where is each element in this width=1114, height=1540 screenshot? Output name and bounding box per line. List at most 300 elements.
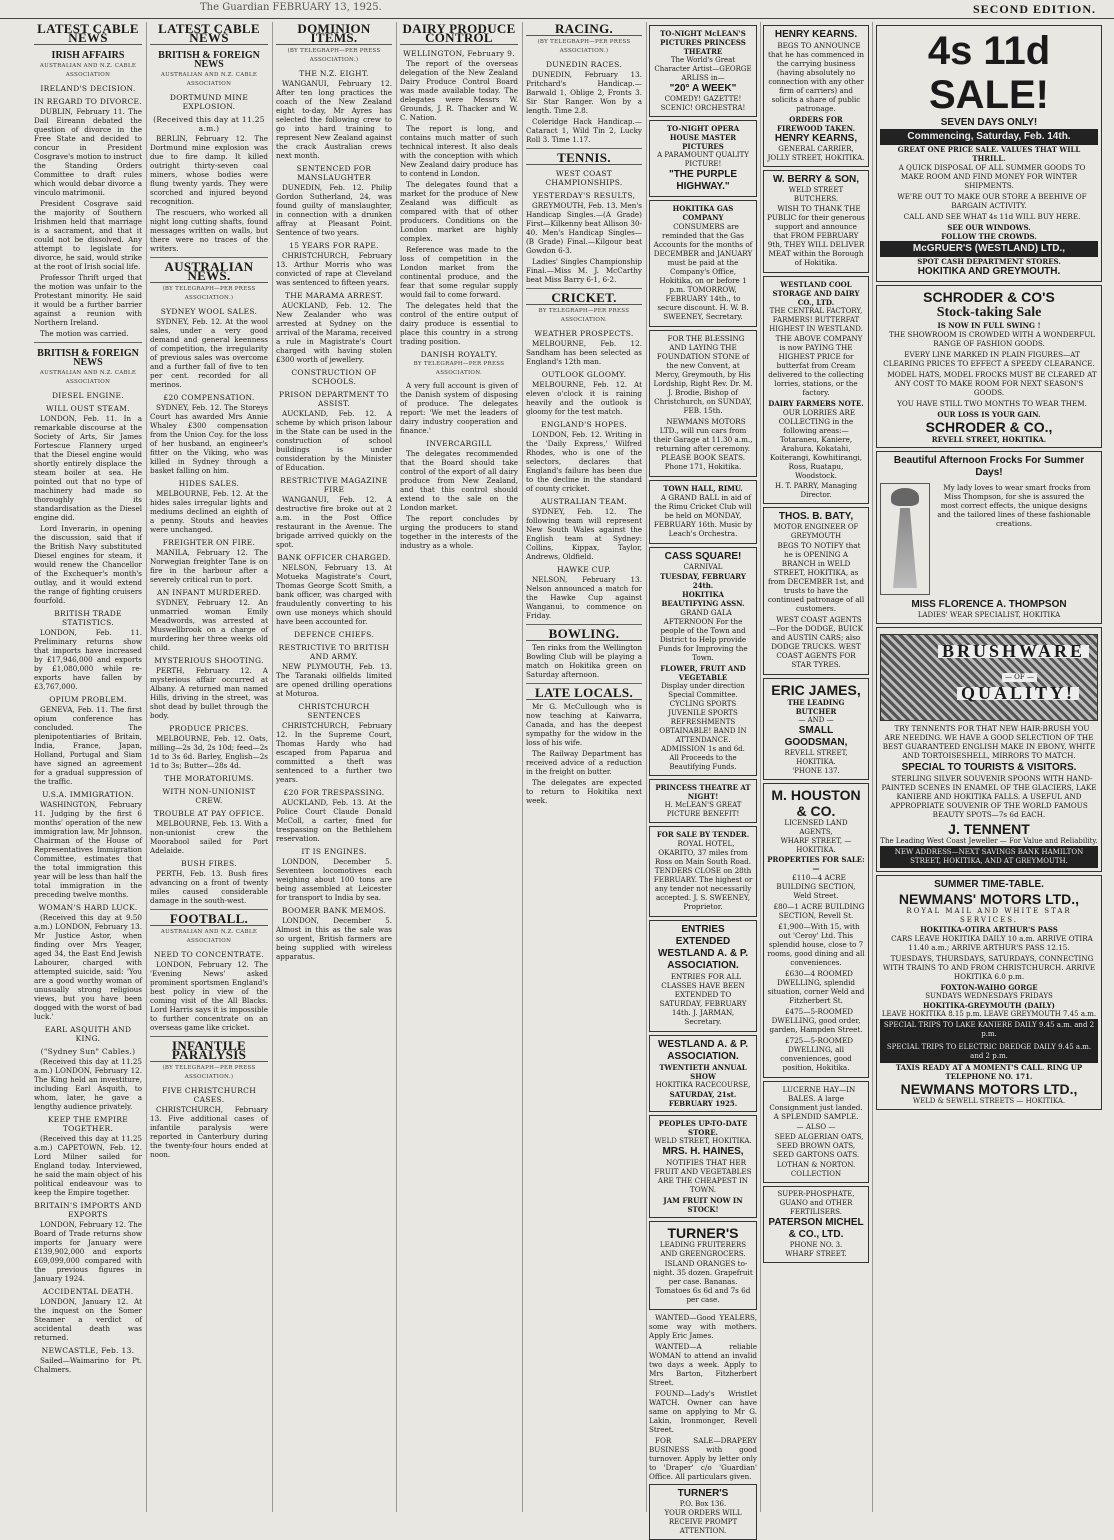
ad-big: MRS. H. HAINES, [662, 1146, 744, 1157]
ad-line: JAM FRUIT NOW IN STOCK! [663, 1196, 743, 1214]
ad-line: NEW ADDRESS—NEXT SAVINGS BANK HAMILTON STREET, HOKITIKA, AND AT GREYMOUTH. [880, 846, 1098, 868]
ad-big: MISS FLORENCE A. THOMPSON [911, 599, 1067, 610]
story-headline: HIDES SALES. [178, 479, 240, 488]
story-text: NELSON, February 13. Nelson announced a match for the Hawke Cup against Wanganui, to commence on Friday. [526, 575, 642, 620]
story-text: BERLIN, February 12. The Dortmund mine explosion was due to fire damp. It killed outright thirty-seven coal miners, whose bodies were flung twenty yards. They were scorched and injured beyond recognition. [150, 134, 268, 206]
story-headline: FIVE CHRISTCHURCH CASES. [161, 1086, 257, 1104]
ad-big: "20° A WEEK" [669, 83, 737, 94]
ad-line: ORDERS FOR FIREWOOD TAKEN. [776, 115, 856, 133]
ad-line: LOTHAN & NORTON. COLLECTION [776, 1161, 856, 1178]
story-text: LONDON, December 5. Almost in this as the sale was so urgent, British farmers are being supplied with wireless apparatus. [276, 916, 392, 961]
schroder-ad [876, 285, 1102, 448]
story-headline: DIESEL ENGINE. [51, 391, 125, 400]
ad-big: CASS SQUARE! [664, 551, 742, 562]
ad-line: — ALSO — [796, 1123, 836, 1131]
story-headline: THE MARAMA ARREST. [284, 291, 384, 300]
column-title: DOMINION ITEMS. [276, 24, 392, 45]
ad-line: YOUR ORDERS WILL RECEIVE PROMPT ATTENTION. [664, 1509, 742, 1535]
story-subhead: ("Sydney Sun" Cables.) [40, 1047, 136, 1056]
ad-text: CONSUMERS are reminded that the Gas Accounts for the months of DECEMBER and JANUARY must be paid at the Company's Office, Hokitika, on or before 1 p.m. TOMORROW, FEBRUARY 14th., to secure discount. H. W. B. SWEENEY, Secretary. [653, 222, 753, 321]
ad-text: £1,900—With 15, with out 'Ceroy' Ltd. This splendid house, close to 7 rooms, good dining and all conveniences. [767, 922, 865, 967]
ad-text: TUESDAYS, THURSDAYS, SATURDAYS, CONNECTING WITH TRAINS TO AND FROM CHRISTCHURCH. ARRIVE HOKITIKA 6.0 p.m. [882, 954, 1096, 981]
story-headline: IT IS ENGINES. [301, 847, 367, 856]
ad-text: BEGS TO NOTIFY that he is OPENING A BRANCH in WELD STREET, HOKITIKA, as from DECEMBER 1st, and trusts to have the continued patronage of all customers. [767, 541, 865, 613]
classified-ad: FOR SALE—DRAPERY BUSINESS with good turnover. Apply by letter only to 'Draper' c/o 'Guardian' Office. All particulars given. [649, 1436, 757, 1481]
ad-line: TUESDAY, FEBRUARY 24th. [660, 572, 746, 590]
story-text: AUCKLAND, Feb. 12. The New Zealander who was arrested at Sydney on the arrival of the Marama, received a rule in Magistrate's Court charged with having stolen £300 worth of jewellery. [276, 301, 392, 364]
story-headline: MYSTERIOUS SHOOTING. [154, 656, 264, 665]
column-title: LATEST CABLE NEWS [150, 24, 268, 45]
story-text: Ladies' Singles Championship Final.—Miss M. J. McCarthy beat Miss Barry 6-1, 6-2. [526, 257, 642, 284]
divider [150, 1036, 268, 1037]
ad-big: SPECIAL TO TOURISTS & VISITORS. [901, 762, 1077, 773]
story-headline: OUTLOOK GLOOMY. [541, 370, 627, 379]
haines-ad [649, 1115, 757, 1218]
story-text: WANGANUI, Feb. 12. A destructive fire broke out at 2 a.m. in the Post Office restaurant in the Avenue. The brigade arrived quickly on the spot. [276, 495, 392, 549]
ad-big: THOS. B. BATY, [778, 511, 854, 522]
section-head: TENNIS. [526, 153, 642, 165]
story-text: The delegates recommended that the Board should take control of the export of all dairy produce from New Zealand, and that this control should extend to the sale on the London market. [400, 449, 518, 512]
ad-line: FLOWER, FRUIT AND VEGETABLE [660, 664, 746, 682]
ad-text: £475—5-ROOMED DWELLING, good order, garden, Hampden Street. [769, 1007, 863, 1034]
ad-head: HOKITIKA BEAUTIFYING ASSN. [661, 590, 745, 608]
story-text: Lord Inverarin, in opening the discussion, said that if the British Navy substituted Diesel engines for steam, it would renew the Chancellor of the Exchequer's month's outlay, and it would extend the range of fighting cruisers fourfold. [34, 524, 142, 605]
thompson-ad [876, 451, 1102, 624]
divider [150, 257, 268, 258]
gas-ad [649, 200, 757, 327]
ad-line: WHARF STREET. [785, 1250, 847, 1258]
ad-big: Beautiful Afternoon Frocks For Summer Days! [893, 455, 1085, 478]
story-text: GENEVA, Feb. 11. The first opium conference has concluded. The plenipotentiaries of Britain, India, France, Japan, Holland, Portugal and Siam have signed an agreement for a gradual suppression of the traffic. [34, 705, 142, 786]
kearns-ad [763, 25, 869, 167]
story-text: WANGANUI, February 12. After ten long practices the coach of the New Zealand eight to-day, Mr Ayres has selected the following crew to go into hard training to represent New Zealand against the crack Australian crews next month. [276, 79, 392, 160]
story-text: AUCKLAND, Feb. 13. At the Police Court Claude Donald McColl, a carter, fined for trespassing on the Bethlehem reservation. [276, 798, 392, 843]
story-text: Professor Thrift urged that the motion was unfair to the Protestant minority. He said it would be a further barrier against a reunion with Northern Ireland. [34, 273, 142, 327]
ad-big: HENRY KEARNS. [774, 29, 858, 40]
story-text: LONDON, December 5. Seventeen locomotives each weighing about 100 tons are being assembled at Leicester for transport to India by sea. [276, 857, 392, 902]
story-headline: CONSTRUCTION OF SCHOOLS. [291, 368, 377, 386]
ad-line: All Proceeds to the Beautifying Funds. [669, 754, 737, 771]
ad-line: JUVENILE SPORTS [668, 709, 738, 717]
tennent-ad [876, 627, 1102, 872]
ad-line: PHONE NO. 3. [789, 1241, 843, 1249]
ad-line: LICENSED LAND AGENTS, [784, 819, 848, 836]
ad-line: WELD STREET BUTCHERS. [788, 186, 844, 203]
story-text: The report is long, and contains much matter of such technical interest. It also deals with the conception with which New Zealand dairy produce has to contend in London. [400, 124, 518, 178]
story-headline: EARL ASQUITH AND KING. [44, 1025, 132, 1043]
brushware-word: BRUSHWARE [938, 645, 1089, 658]
story-text: DUNEDIN, Feb. 12. Philip Gordon Sutherland, 24, was found guilty of manslaughter, in connection with a drunken affray at Pleasant Point. Sentence of two years. [276, 183, 392, 237]
story-headline: £20 FOR TRESPASSING. [283, 788, 385, 797]
ad-line: HOKITIKA-OTIRA ARTHUR'S PASS [920, 925, 1058, 934]
ad-text: YOU HAVE STILL TWO MONTHS TO WEAR THEM. [897, 399, 1087, 408]
story-text: Ten rinks from the Wellington Bowling Club will be playing a match on Hokitika green on Saturday afternoon. [526, 643, 642, 679]
story-text: Coleridge Hack Handicap.—Cataract 1, Wild Tin 2, Lucky Roll 3. Time 1.17. [526, 117, 642, 144]
ad-line: H. McLEAN'S GREAT PICTURE BENEFIT! [664, 801, 742, 818]
story-subhead: WITH NON-UNIONIST CREW. [162, 787, 256, 805]
ad-text: WEST COAST AGENTS—For the DODGE, BUICK and AUSTIN CARS; also DODGE TRUCKS. WEST COAST AGENTS FOR STAR TYRES. [769, 615, 863, 669]
ad-line: SUPER-PHOSPHATE, GUANO and OTHER FERTILISERS. [777, 1190, 855, 1216]
ad-line: FOXTON-WAIHO GORGE [940, 983, 1038, 992]
story-text: (Received this day at 11.25 a.m.) LONDON, February 12. The King held an investiture, including Earl Asquith, to whom, later, he gave a lengthy audience privately. [34, 1057, 142, 1111]
ad-big: PATERSON MICHEL & CO., LTD. [768, 1217, 864, 1240]
berry-ad [763, 170, 869, 273]
story-headline: DEFENCE CHIEFS. [293, 630, 374, 639]
carnival-ad [649, 547, 757, 776]
ad-head: PRINCESS THEATRE AT NIGHT! [655, 783, 751, 801]
story-headline: TROUBLE AT PAY OFFICE. [153, 809, 265, 818]
story-text: MELBOURNE, Feb. 13. With a non-unionist crew the Moorabool sailed for Port Adelaide. [150, 819, 268, 855]
classified-ad: WANTED—Good YEALERS, some way with mothers. Apply Eric James. [649, 1313, 757, 1340]
brushes-illustration [880, 634, 1098, 721]
column-5 [522, 22, 647, 1512]
story-text: The delegates held that the control of the entire output of dairy produce is essential to place this country in a strong trading position. [400, 301, 518, 346]
ad-line: DAIRY FARMERS NOTE. [768, 399, 864, 408]
story-headline: INVERCARGILL [426, 439, 492, 448]
story-text: SYDNEY, Feb. 12. The Storeys Court has awarded Mrs Annie Whaley £300 compensation from the Union Coy. for the loss of her husband, an engineer's fitter on the Viking, who was killed in Sydney through a basket falling on him. [150, 403, 268, 475]
ad-line: TWENTIETH ANNUAL SHOW [659, 1063, 747, 1081]
story-headline: WELLINGTON, February 9. [403, 49, 515, 58]
divider [34, 342, 142, 343]
story-text: The report concludes by urging the producers to stand together in the interests of the industry as a whole. [400, 514, 518, 550]
story-headline: 15 YEARS FOR RAPE. [289, 241, 379, 250]
story-headline: BUSH FIRES. [181, 859, 237, 868]
column-8 [872, 22, 1106, 1512]
ad-big: HENRY KEARNS, [774, 133, 858, 144]
lucerne-ad [763, 1081, 869, 1183]
story-text: LONDON, January 12. At the inquest on the Somer Steamer a verdict of accidental death was returned. [34, 1297, 142, 1342]
ad-text: ROYAL HOTEL, OKARITO, 37 miles from Ross on Main South Road. TENDERS CLOSE on 28th FEBRUARY. The highest or any tender not necessarily accepted. J. S. SWEENEY, Proprietor. [653, 839, 753, 911]
ad-text: £80—1 ACRE BUILDING SECTION, Revell St. [773, 902, 865, 920]
section-head: AUSTRALIAN NEWS. [150, 262, 268, 283]
ad-text: CALL AND SEE WHAT 4s 11d WILL BUY HERE. [903, 212, 1081, 221]
section-sub: BY TELEGRAPH—PER PRESS ASSOCIATION. [538, 308, 630, 323]
story-text: LONDON, February 12. The 'Evening News' asked prominent sportsmen England's best policy in view of the coming visit of the All Blacks. Lord Harris says it is impossible to further concentrate on an overseas game like cricket. [150, 960, 268, 1032]
houston-ad [763, 783, 869, 1078]
section-sub: (BY TELEGRAPH—PER PRESS ASSOCIATION.) [287, 48, 381, 63]
ad-line: GREAT ONE PRICE SALE. VALUES THAT WILL THRILL. [897, 145, 1081, 163]
opera-ad [649, 120, 757, 197]
ad-head: TO-NIGHT McLEAN'S PICTURES PRINCESS THEATRE [660, 29, 746, 56]
column-title: DAIRY PRODUCE CONTROL [400, 24, 518, 45]
story-text: SYDNEY, February 12. An unmarried woman Emily Meadwords, was arrested at Muswellbrook on a charge of murdering her three weeks old child. [150, 598, 268, 652]
story-text: Reference was made to the loss of competition in the London market from the continental produce, and the fear that some regular supply would fail to come forward. [400, 245, 518, 299]
story-headline: BANK OFFICER CHARGED. [277, 553, 391, 562]
ad-line: 'PHONE 137. [792, 767, 840, 775]
ad-big: TURNER'S [677, 1488, 729, 1499]
column-2 [146, 22, 273, 1512]
ad-text: £630—4 ROOMED DWELLING, splendid situation, corner Weld and Fitzherbert St. [767, 969, 865, 1005]
column-title: LATEST CABLE NEWS [34, 24, 142, 45]
story-text: The delegates are expected to return to Hokitika next week. [526, 778, 642, 805]
section-sub: BY TELEGRAPH—PER PRESS ASSOCIATION. [413, 361, 505, 376]
ad-text: BEGS TO ANNOUNCE that he has commenced in the carrying business (having absolutely no connection with any other firm of carriers) and solicits a share of public patronage. [768, 41, 864, 113]
story-text: PERTH, February 12. A mysterious affair occurred at Albany. A returned man named Hills, driving in the street, was shot dead by bullet through the body. [150, 666, 268, 720]
story-text: DUBLIN, February 11. The Dail Eireann debated the question of divorce in the Free State and decided to concur in President Cosgrave's motion to instruct the Standing Orders Committee to draft rules which would debar divorce a vinculo matrimonii. [34, 107, 142, 197]
ad-big: WESTLAND A. & P. ASSOCIATION. [657, 948, 748, 971]
ad-head: TO-NIGHT OPERA HOUSE MASTER PICTURES [666, 124, 740, 151]
ad-line: REFRESHMENTS OBTAINABLE! BAND IN ATTENDANCE. [659, 718, 747, 744]
story-text: President Cosgrave said the majority of Southern Irishmen held that marriage is a sacrament, and that it could not be dissolved. Any attempt to legislate for divorce, he said, would strike at the root of Irish social life. [34, 199, 142, 271]
newmans-ad [876, 875, 1102, 1110]
story-text: CHRISTCHURCH, February 13. Five additional cases of infantile paralysis were reported in Canterbury during the twenty-four hours ended at noon. [150, 1105, 268, 1159]
ad-line: SPECIAL TRIPS TO LAKE KANIERE DAILY 9.45 a.m. and 2 p.m. [880, 1019, 1098, 1041]
story-headline: ACCIDENTAL DEATH. [42, 1287, 134, 1296]
ad-big: WESTLAND A. & P. ASSOCIATION. [657, 1039, 748, 1062]
ad-text: A GRAND BALL in aid of the Rimu Cricket Club will be held on MONDAY, FEBRUARY 16th. Music by Leach's Orchestra. [653, 493, 753, 538]
section-head: BRITISH & FOREIGN NEWS [37, 348, 139, 368]
ad-big: NEWMANS MOTORS LTD., [900, 1081, 1078, 1097]
ad-big: SUMMER TIME-TABLE. [934, 879, 1044, 890]
story-text: AUCKLAND, Feb. 12. A scheme by which prison labour in the State can be used in the construction of school buildings is under consideration by the Minister of Education. [276, 409, 392, 472]
edition-label: SECOND EDITION. [972, 2, 1096, 16]
story-text: SYDNEY, Feb. 12. The following team will represent New South Wales against the English team at Sydney: Collins, Kippax, Taylor, Andrews, Oldfield. [526, 507, 642, 561]
ad-text: £725—5-ROOMED DWELLING, all conveniences, good position, Hokitika. [780, 1036, 854, 1072]
ad-line: Display under direction Special Committee. [661, 682, 745, 699]
ad-line: FOLLOW THE CROWDS. [941, 232, 1037, 241]
section-head: BOWLING. [526, 629, 642, 641]
eric-james-ad [763, 678, 869, 780]
section-head: IRISH AFFAIRS [51, 50, 125, 61]
ad-line: ADMISSION 1s and 6d. [661, 745, 745, 753]
ad-line: SEE OUR WINDOWS. [947, 223, 1031, 232]
ad-line: HOKITIKA RACECOURSE, [655, 1081, 751, 1089]
ad-big: SMALL GOODSMAN, [784, 725, 848, 748]
ad-text: SEED ALGERIAN OATS, SEED BROWN OATS, SEED GARTONS OATS. [772, 1132, 864, 1159]
story-headline: THE MORATORIUMS. [164, 774, 254, 783]
story-text: LONDON, Feb. 11. In a remarkable discourse at the Society of Arts, Sir James Fortescue Flannery urged that the Diesel engine would shortly entirely displace the steam boiler at sea. He pointed out that no type of machinery had made so thoroughly its standardisation as the Diesel engine did. [34, 414, 142, 522]
story-text: WASHINGTON, February 11. Judging by the first 6 months' operation of the new immigration law, Mr Johnson, Chairman of the House of Representatives Immigration Committee, estimates that the total immigration this year will be less than half the total immigration in the preceding twelve months. [34, 800, 142, 899]
story-text: LONDON, February 12. The Board of Trade returns show imports for January were £139,902,000 and exports £69,099,000 compared with the previous figures in January 1924. [34, 1220, 142, 1283]
ad-text: FOR THE BLESSING AND LAYING THE FOUNDATION STONE of the new Convent, at Mercy, Greymouth, by His Lordship, Right Rev. Dr. M. J. Brodie, Bishop of Christchurch, on SUNDAY, FEB. 15th. [653, 334, 753, 415]
column-1 [30, 22, 147, 1512]
story-headline: SYDNEY WOOL SALES. [160, 307, 258, 316]
story-subhead: RESTRICTIVE TO BRITISH AND ARMY. [278, 643, 390, 661]
story-text: The report of the overseas delegation of the New Zealand Dairy Produce Control Board was made available today. The delegates were Messrs W. Grounds, J. R. Thacker and W. C. Nation. [400, 59, 518, 122]
ad-line: SATURDAY, 21st. FEBRUARY 1925. [668, 1090, 738, 1108]
story-headline: IRELAND'S DECISION. [40, 84, 136, 93]
dairy-ad [763, 276, 869, 504]
ad-text: My lady loves to wear smart frocks from Miss Thompson, for she is assured the most correct effects, the unique designs and the tailored lines of these fashionable creations. [937, 483, 1091, 528]
story-headline: WEST COAST CHAMPIONSHIPS. [545, 169, 623, 187]
ad-head: FOR SALE BY TENDER. [656, 830, 750, 839]
section-head: INFANTILE PARALYSIS [150, 1041, 268, 1062]
divider [526, 624, 642, 625]
column-6 [646, 22, 761, 1535]
ad-line: WELD STREET, HOKITIKA. [654, 1137, 752, 1145]
ad-line: — AND — [798, 716, 834, 724]
story-headline: £20 COMPENSATION. [163, 393, 255, 402]
story-text: The Railway Department has received advice of a reduction in the freight on butter. [526, 749, 642, 776]
story-headline: AUSTRALIAN TEAM. [540, 497, 627, 506]
ad-big: ERIC JAMES, [771, 682, 861, 698]
ad-line: MOTOR ENGINEER OF GREYMOUTH [773, 523, 859, 540]
ad-text: A QUICK DISPOSAL OF ALL SUMMER GOODS TO MAKE ROOM AND FIND MONEY FOR WINTER SHIPMENTS. [898, 163, 1086, 190]
divider [526, 148, 642, 149]
ad-text: CARS LEAVE HOKITIKA DAILY 10 a.m. ARRIVE OTIRA 11.40 a.m.; ARRIVE ARTHUR'S PASS 12.15. [891, 934, 1093, 952]
fashion-illustration [880, 483, 1098, 595]
section-sub: (BY TELEGRAPH—PER PRESS ASSOCIATION.) [162, 286, 256, 301]
ad-head: PEOPLES UP-TO-DATE STORE. [658, 1119, 748, 1137]
ad-line: LEADING FRUITERERS AND GREENGROCERS. [659, 1241, 747, 1258]
ad-big: HOKITIKA AND GREYMOUTH. [917, 266, 1061, 277]
ad-big: W. BERRY & SON, [772, 174, 860, 185]
story-text: MELBOURNE, Feb. 12. Sandham has been selected as England's 12th man. [526, 339, 642, 366]
blessing-ad [649, 330, 757, 477]
column-4 [396, 22, 523, 1512]
section-head: CRICKET. [526, 293, 642, 305]
ad-line: THE CENTRAL FACTORY, FARMERS! BUTTERFAT HIGHEST IN WESTLAND. [769, 307, 863, 333]
of-word: — OF — [1002, 673, 1037, 682]
story-headline: PRISON DEPARTMENT TO ASSIST. [279, 390, 389, 408]
story-text: DUNEDIN, February 13. Pritchard's Handicap.—Barwald 1, Oblige 2, Fronts 3. Sir Star Ranger. Won by a length. Time 2.8. [526, 70, 642, 115]
column-title: RACING. [526, 24, 642, 36]
ad-big: SEVEN DAYS ONLY! [940, 117, 1038, 128]
ad-line: CARNIVAL [683, 563, 723, 571]
section-sub: (BY TELEGRAPH—PER PRESS ASSOCIATION.) [537, 39, 631, 54]
story-text: MELBOURNE, Feb. 12. At the hides sales irregular lights and mediums declined an eighth of a penny. Stouts and heavies were unchanged. [150, 489, 268, 534]
story-headline: OPIUM PROBLEM. [49, 695, 127, 704]
ad-line: COMEDY! GAZETTE! SCENIC! ORCHESTRA! [660, 95, 746, 112]
tender-ad [649, 826, 757, 917]
story-headline: SENTENCED FOR MANSLAUGHTER [296, 164, 372, 182]
ad-text: EVERY LINE MARKED IN PLAIN FIGURES—AT CLEARING PRICES TO EFFECT A SPEEDY CLEARANCE. [883, 350, 1095, 368]
section-sub: AUSTRALIAN AND N.Z. CABLE ASSOCIATION [160, 929, 258, 944]
story-text: NELSON, February 13. At Motueka Magistrate's Court, Thomas George Scott Smith, a bank officer, was charged with fraudulently converting to his own use moneys which should have been accounted for. [276, 563, 392, 626]
quality-word: QUALITY! [957, 687, 1079, 700]
column-3 [272, 22, 397, 1512]
ad-line: LADIES' WEAR SPECIALIST, HOKITIKA [917, 611, 1061, 619]
story-headline: WOMAN'S HARD LUCK. [38, 903, 138, 912]
ad-big: ENTRIES EXTENDED [675, 924, 731, 947]
mcgruer-sale-ad [876, 25, 1102, 282]
section-head: FOOTBALL. [150, 914, 268, 926]
story-headline: KEEP THE EMPIRE TOGETHER. [47, 1115, 129, 1133]
ad-text: MODEL HATS, MODEL FROCKS MUST BE CLEARED AT ANY COST TO MAKE ROOM FOR NEXT SEASON'S GOODS. [887, 370, 1097, 397]
ad-line: WELD & SEWELL STREETS — HOKITIKA. [912, 1097, 1066, 1105]
divider [526, 288, 642, 289]
story-text: (Received this day at 11.25 a.m.) CAPETOWN, Feb. 12. Lord Milner sailed for England today. Interviewed, he said the main object of his political endeavour was to keep the Empire together. [34, 1134, 142, 1197]
story-text: LONDON, Feb. 11. Preliminary returns show that imports have increased by £17,946,000 and exports by £1,080,000 while re-exports have fallen by £3,767,000. [34, 628, 142, 691]
divider [526, 683, 642, 684]
story-text: CHRISTCHURCH, February 13. Arthur Morris who was convicted of rape at Cleveland was sentenced to fifteen years. [276, 251, 392, 287]
paterson-ad [763, 1186, 869, 1263]
ad-head: HOKITIKA GAS COMPANY [672, 204, 734, 222]
section-sub: AUSTRALIAN AND N.Z. CABLE ASSOCIATION [160, 72, 258, 87]
story-headline: WEATHER PROSPECTS. [534, 329, 634, 338]
turner-footer-ad [649, 1484, 757, 1540]
story-headline: BOOMER BANK MEMOS. [281, 906, 387, 915]
ad-big: M. HOUSTON & CO. [771, 787, 861, 819]
baty-ad [763, 507, 869, 675]
story-headline: ENGLAND'S HOPES. [541, 420, 627, 429]
section-head: BRITISH & FOREIGN NEWS [158, 50, 260, 70]
ad-line: ROYAL MAIL AND WHITE STAR SERVICES. [906, 907, 1072, 924]
story-subhead: WILL OUST STEAM. [46, 404, 130, 413]
ad-big: TURNER'S [667, 1225, 739, 1241]
story-headline: DORTMUND MINE EXPLOSION. [169, 93, 249, 111]
ad-big: SCHRODER & CO., [925, 419, 1053, 435]
ad-text: THE ABOVE COMPANY is now PAYING THE HIGHEST PRICE for butterfat from Cream delivered to the collecting lorries, stations, or the factory. [768, 334, 864, 397]
story-headline: DANISH ROYALTY. [420, 350, 498, 359]
ad-text: GRAND GALA AFTERNOON For the people of the Town and District to Help provide Funds for Improving the Town. [658, 608, 748, 662]
story-text: A very full account is given of the Danish system of disposing of produce. The delegates report: 'We met the leaders of dairy industry cooperation and finance.' [400, 381, 518, 435]
ad-line: REVELL STREET, HOKITIKA. [931, 435, 1047, 444]
ad-line: P.O. Box 136. [679, 1500, 727, 1508]
story-headline: CHRISTCHURCH SENTENCES [298, 702, 370, 720]
story-headline: BRITISH TRADE STATISTICS. [54, 609, 122, 627]
story-text: MELBOURNE, Feb. 12. Oats, milling—2s 3d, 2s 10d; feed—2s 1d to 3s 6d. Barley, English—2s 1d to 3s; Butter—28s 4d. [150, 734, 268, 770]
ad-text: TRY TENNENTS FOR THAT NEW HAIR-BRUSH YOU ARE NEEDING. WE HAVE A GOOD SELECTION OF THE BEST GUARANTEED ENGLISH MAKE IN EBONY, WHITE AND TORTOISESHELL, MIRRORS TO MATCH. [882, 724, 1096, 760]
ad-line: The World's Great Character Artist—GEORGE ARLISS in— [654, 56, 752, 82]
ad-text: WISH TO THANK THE PUBLIC for their generous support and announce that FROM FEBRUARY 9th, THEY WILL DELIVER MEAT within the Borough of Hokitika. [767, 204, 865, 267]
story-text: MANILA, February 12. The Norwegian freighter Tane is on fire in the harbour after a severely critical run to port. [150, 548, 268, 584]
story-text: The delegates found that a market for the produce of New Zealand was difficult as compared with that of other producers. Conditions on the London market are highly complex. [400, 180, 518, 243]
section-head: LATE LOCALS. [526, 688, 642, 700]
ad-line: SUNDAYS WEDNESDAYS FRIDAYS [925, 992, 1053, 1000]
classified-ad: FOUND—Lady's Wristlet WATCH. Owner can have same on applying to Mr G. Lakin, Ironmonger, Revell Street. [649, 1389, 757, 1434]
story-text: PERTH, Feb. 13. Bush fires advancing on a front of twenty miles caused considerable damage in the south-west. [150, 869, 268, 905]
story-headline: THE N.Z. EIGHT. [299, 69, 369, 78]
story-text: Mr G. McCullough who is now teaching at Kaiwarra, Canada, and has the deepest sympathy for the widow in the loss of his wife. [526, 702, 642, 747]
ad-text: ISLAND ORANGES to-night. 35 dozen. Grapefruit per case. Bananas. Tomatoes 6s 6d and 7s 6d per case. [653, 1259, 753, 1304]
ad-line: A PARAMOUNT QUALITY PICTURE! [657, 151, 749, 168]
ad-big: NEWMANS' MOTORS LTD., [898, 891, 1080, 907]
story-text: MELBOURNE, Feb. 12. At eleven o'clock it is raining heavily and the outlook is gloomy for the test match. [526, 380, 642, 416]
story-text: LONDON, Feb. 12. Writing in the 'Daily Express,' Wilfred Rhodes, who is one of the selectors, declares that England's failure has been due to the decline in the standard of county cricket. [526, 430, 642, 493]
ad-line: REVELL STREET, HOKITIKA. [784, 749, 848, 766]
ad-text: ENTRIES FOR ALL CLASSES HAVE BEEN EXTENDED TO SATURDAY, FEBRUARY 14th. J. JARMAN, Secretary. [659, 972, 747, 1026]
story-headline: AN INFANT MURDERED. [157, 588, 261, 597]
ad-line: TAXIS READY AT A MOMENT'S CALL. RING UP TELEPHONE NO. 171. [895, 1063, 1083, 1081]
story-text: The rescuers, who worked all night long cutting shafts, found messages written on walls, but there were no traces of the writers. [150, 208, 268, 253]
story-headline: NEED TO CONCENTRATE. [153, 950, 265, 959]
story-headline: RESTRICTIVE MAGAZINE FIRE [280, 476, 388, 494]
ad-big: J. TENNENT [948, 821, 1030, 837]
column-7 [760, 22, 873, 1512]
ad-line: IS NOW IN FULL SWING ! [937, 321, 1041, 330]
ad-text: WE'RE OUT TO MAKE OUR STORE A BEEHIVE OF BARGAIN ACTIVITY. [897, 192, 1087, 210]
section-sub: AUSTRALIAN AND N.Z. CABLE ASSOCIATION [39, 370, 137, 385]
princess-ad [649, 779, 757, 823]
story-headline: PRODUCE PRICES. [169, 724, 249, 733]
ad-text: STERLING SILVER SOUVENIR SPOONS WITH HAND-PAINTED SCENES IN ENAMEL OF THE GLACIERS, LAKE KANIERE AND HOKITIKA FALLS. A USEFUL AND APPROPRIATE SOUVENIR OF THE WORLD FAMOUS BEAUTY SPOTS—7s 6d EACH. [881, 774, 1097, 819]
ad-line: OUR LOSS IS YOUR GAIN. [937, 410, 1041, 419]
story-headline: FREIGHTER ON FIRE. [162, 538, 256, 547]
story-text: The motion was carried. [40, 329, 129, 338]
story-headline: NEWCASTLE, Feb. 13. [41, 1346, 135, 1355]
ad-big: McGRUER'S (WESTLAND) LTD., [880, 241, 1098, 257]
story-text: SYDNEY, Feb. 12. At the wool sales, under a very good demand and general keenness of competition, the irregularity of previous sales was overcome and a further fall of five to ten per cent. recorded for all merinos. [150, 317, 268, 389]
ad-line: The Leading West Coast Jeweller — For Value and Reliability. [880, 837, 1098, 845]
ad-line: THE LEADING BUTCHER [787, 698, 845, 716]
story-text: NEW PLYMOUTH, Feb. 13. The Taranaki oilfields limited are opened drilling operations at Moturoa. [276, 662, 392, 698]
ad-head: WESTLAND COOL STORAGE AND DAIRY CO., LTD. [772, 280, 860, 307]
sale-headline: 4s 11d SALE! [927, 29, 1051, 117]
ad-big: Commencing, Saturday, Feb. 14th. [880, 129, 1098, 145]
story-subhead: YESTERDAY'S RESULTS, [532, 191, 636, 200]
ad-line: SPECIAL TRIPS TO ELECTRIC DREDGE DAILY 9.45 a.m. and 2 p.m. [880, 1041, 1098, 1063]
show-ad [649, 1035, 757, 1112]
turner-ad [649, 1221, 757, 1310]
ad-line: PROPERTIES FOR SALE:— [767, 855, 865, 873]
story-subhead: (Received this day at 11.25 a.m.) [153, 115, 265, 133]
classified-ad: WANTED—A reliable WOMAN to attend an invalid two days a week. Apply to Mrs Barton, Fitzherbert Street. [649, 1342, 757, 1387]
story-headline: HAWKE CUP. [557, 565, 611, 574]
ad-text: THE SHOWROOM IS CROWDED WITH A WONDERFUL RANGE OF FASHION GOODS. [888, 330, 1096, 348]
ad-line: H. T. PARRY, Managing Director. [775, 482, 857, 499]
ball-ad [649, 480, 757, 544]
